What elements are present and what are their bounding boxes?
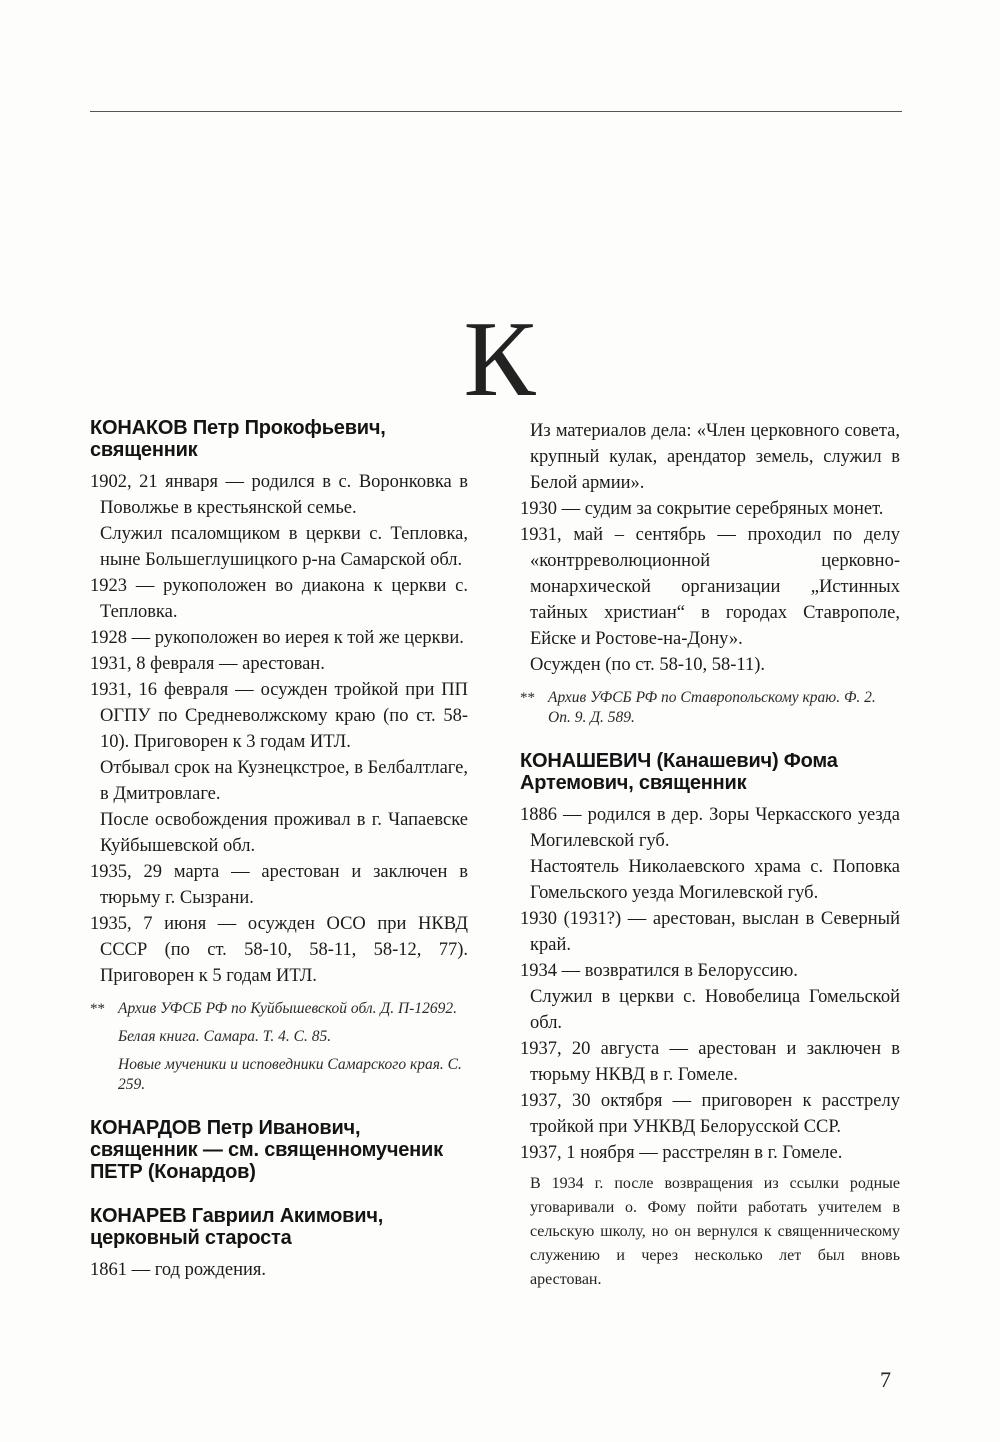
sources-list [90,999,468,1095]
entry-konardov [90,1117,468,1183]
entry-konashevich [520,750,900,1292]
entry-line: 1934 — возвратился в Белоруссию. [520,961,798,981]
entry-line: 1861 — год рождения. [90,1260,267,1280]
entry-line: 1931, 16 февраля — осужден тройкой при ПП ОГПУ по Средневолжскому краю (по ст. 58-10). Приговорен к 3 годам ИТЛ. [90,680,468,752]
section-letter: К [463,300,537,419]
right-column [520,418,900,1314]
page-number: 7 [880,1367,891,1392]
source-citation [90,999,468,1019]
entry-line: 1886 — родился в дер. Зоры Черкасского уезда Могилевской губ. [520,805,900,851]
entry-line: Отбывал срок на Кузнецкстрое, в Белбалтлаге, в Дмитровлаге. [100,758,468,804]
entry-heading: КОНАРЕВ Гавриил Акимович, церковный староста [90,1205,384,1249]
header-rule [90,111,902,112]
entry-line: 1931, май – сентябрь — проходил по делу «контрреволюционной церковно-монархической организации „Истинных тайных христиан“ в городах Ставрополе, Ейске и Ростове-на-Дону». [520,525,900,649]
left-column [90,417,468,1305]
source-mark: ** [90,1001,105,1017]
entry-line: 1923 — рукоположен во диакона к церкви с. Тепловка. [90,576,468,622]
source-text: Архив УФСБ РФ по Ставропольскому краю. Ф. 2. Оп. 9. Д. 589. [548,689,876,726]
entry-note: В 1934 г. после возвращения из ссылки родные уговаривали о. Фому пойти работать учителем в сельскую школу, но он вернулся к священническому служению и через несколько лет был вновь арестован. [530,1175,900,1288]
entry-konarev [90,1205,468,1283]
entry-line: 1937, 20 августа — арестован и заключен в тюрьму НКВД в г. Гомеле. [520,1039,900,1085]
sources-list [520,688,900,728]
entry-line: 1902, 21 января — родился в с. Воронковка в Поволжье в крестьянской семье. [90,472,468,518]
entry-line: 1935, 7 июня — осужден ОСО при НКВД СССР (по ст. 58-10, 58-11, 58-12, 77). Приговорен к 5 годам ИТЛ. [90,914,468,986]
entry-heading: КОНАШЕВИЧ (Канашевич) Фома Артемович, священник [520,750,838,794]
entry-line: После освобождения проживал в г. Чапаевске Куйбышевской обл. [100,810,468,856]
entry-konarev-continued [520,418,900,728]
entry-line: Служил псаломщиком в церкви с. Тепловка, ныне Большеглушицкого р-на Самарской обл. [100,524,468,570]
entry-line: 1937, 1 ноября — расстрелян в г. Гомеле. [520,1143,843,1163]
source-citation [520,688,900,728]
entry-line: 1931, 8 февраля — арестован. [90,654,325,674]
entry-konakov [90,417,468,1095]
entry-line: 1937, 30 октября — приговорен к расстрелу тройкой при УНКВД Белорусской ССР. [520,1091,900,1137]
entry-line: 1928 — рукоположен во иерея к той же церкви. [90,628,464,648]
entry-line: 1930 — судим за сокрытие серебряных монет. [520,499,884,519]
entry-line: Из материалов дела: «Член церковного совета, крупный кулак, арендатор земель, служил в Белой армии». [530,421,900,493]
source-citation: Белая книга. Самара. Т. 4. С. 85. [118,1028,332,1045]
entry-heading: КОНАРДОВ Петр Иванович, священник — см. священномученик ПЕТР (Конардов) [90,1117,443,1183]
entry-line: 1935, 29 марта — арестован и заключен в тюрьму г. Сызрани. [90,862,468,908]
entry-line: Настоятель Николаевского храма с. Поповка Гомельского уезда Могилевской губ. [530,857,900,903]
entry-heading: КОНАКОВ Петр Прокофьевич, священник [90,417,386,461]
entry-line: Служил в церкви с. Новобелица Гомельской обл. [530,987,900,1033]
source-citation: Новые мученики и исповедники Самарского края. С. 259. [118,1056,462,1093]
entry-line: Осужден (по ст. 58-10, 58-11). [530,655,766,675]
source-text: Архив УФСБ РФ по Куйбышевской обл. Д. П-12692. [118,1000,457,1017]
entry-line: 1930 (1931?) — арестован, выслан в Северный край. [520,909,900,955]
source-mark: ** [520,690,535,706]
